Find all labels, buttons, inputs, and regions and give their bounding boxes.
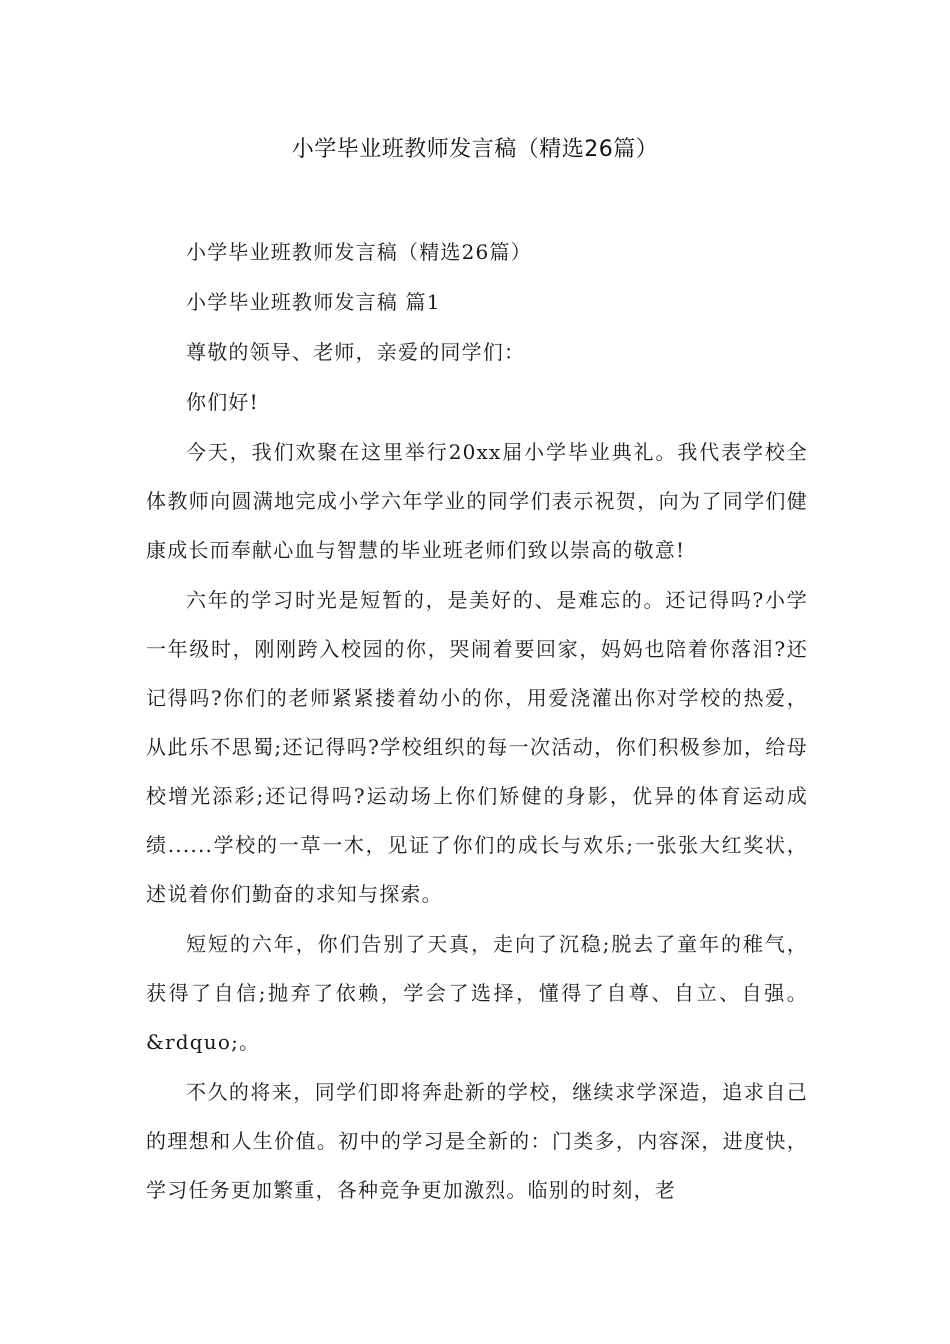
document-body bbox=[146, 228, 808, 1216]
paragraph-body: 不久的将来，同学们即将奔赴新的学校，继续求学深造，追求自己的理想和人生价值。初中的学习是全新的：门类多，内容深，进度快，学习任务更加繁重，各种竞争更加激烈。临别的时刻，老 bbox=[146, 1080, 808, 1202]
paragraph-body: 今天，我们欢聚在这里举行20xx届小学毕业典礼。我代表学校全体教师向圆满地完成小学六年学业的同学们表示祝贺，向为了同学们健康成长而奉献心血与智慧的毕业班老师们致以崇高的敬意! bbox=[146, 440, 808, 562]
paragraph-salutation: 尊敬的领导、老师，亲爱的同学们： bbox=[186, 340, 526, 364]
paragraph-body: 短短的六年，你们告别了天真，走向了沉稳;脱去了童年的稚气，获得了自信;抛弃了依赖，学会了选择，懂得了自尊、自立、自强。&rdquo;。 bbox=[146, 932, 808, 1054]
document-title: 小学毕业班教师发言稿（精选26篇） bbox=[291, 137, 659, 162]
paragraph-subtitle: 小学毕业班教师发言稿（精选26篇） bbox=[186, 240, 532, 264]
paragraph-section-heading: 小学毕业班教师发言稿 篇1 bbox=[186, 290, 441, 314]
paragraph-greeting: 你们好! bbox=[186, 390, 259, 414]
paragraph-body: 六年的学习时光是短暂的，是美好的、是难忘的。还记得吗?小学一年级时，刚刚跨入校园的你，哭闹着要回家，妈妈也陪着你落泪?还记得吗?你们的老师紧紧搂着幼小的你，用爱浇灌出你对学校的热爱，从此乐不思蜀;还记得吗?学校组织的每一次活动，你们积极参加，给母校增光添彩;还记得吗?运动场上你们矫健的身影，优异的体育运动成绩......学校的一草一木，见证了你们的成长与欢乐;一张张大红奖状，述说着你们勤奋的求知与探索。 bbox=[146, 588, 808, 906]
